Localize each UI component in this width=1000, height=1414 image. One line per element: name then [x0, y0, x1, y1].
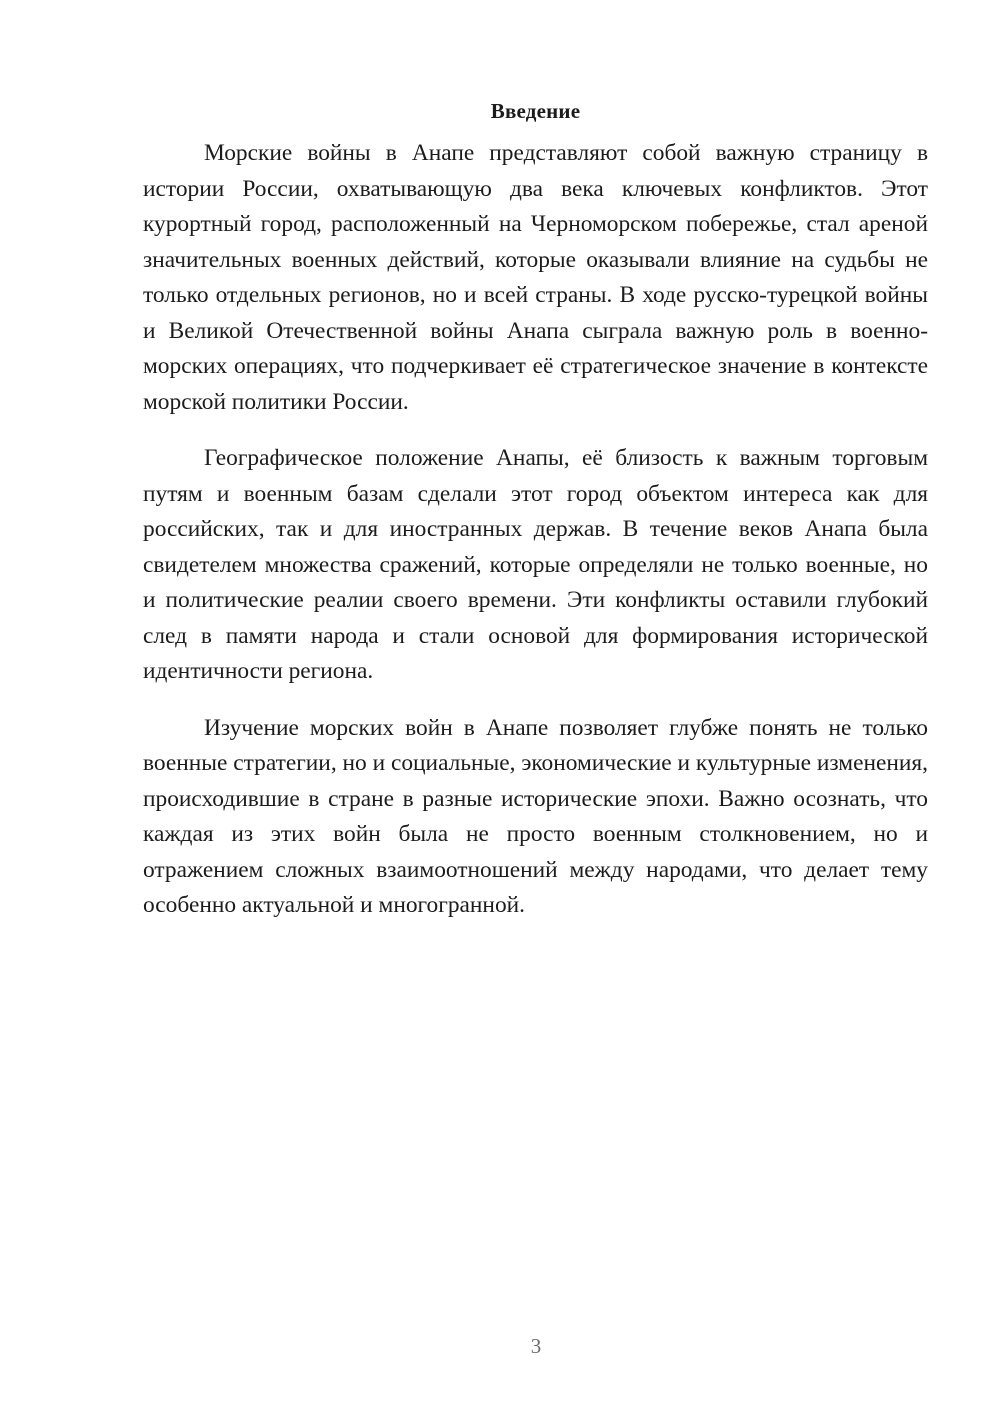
page-content [143, 96, 928, 945]
paragraph-3: Изучение морских войн в Анапе позволяет глубже понять не только военные стратегии, но и социальные, экономические и культурные изменения, происходившие в стране в разные исторические эпохи. Важно осознать, что каждая из этих войн была не просто военным столкновением, но и отражением сложных взаимоотношений между народами, что делает тему особенно актуальной и многогранной. [143, 714, 928, 918]
paragraph-1: Морские войны в Анапе представляют собой важную страницу в истории России, охватывающую два века ключевых конфликтов. Этот курортный город, расположенный на Черноморском побережье, стал ареной значительных военных действий, которые оказывали влияние на судьбы не только отдельных регионов, но и всей страны. В ходе русско-турецкой войны и Великой Отечественной войны Анапа сыграла важную роль в военно-морских операциях, что подчеркивает её стратегическое значение в контексте морской политики России. [143, 140, 928, 415]
paragraph-2: Географическое положение Анапы, её близость к важным торговым путям и военным базам сделали этот город объектом интереса как для российских, так и для иностранных держав. В течение веков Анапа была свидетелем множества сражений, которые определяли не только военные, но и политические реалии своего времени. Эти конфликты оставили глубокий след в памяти народа и стали основой для формирования исторической идентичности региона. [143, 445, 928, 684]
page-number: 3 [530, 1334, 542, 1358]
section-title: Введение [490, 99, 581, 123]
